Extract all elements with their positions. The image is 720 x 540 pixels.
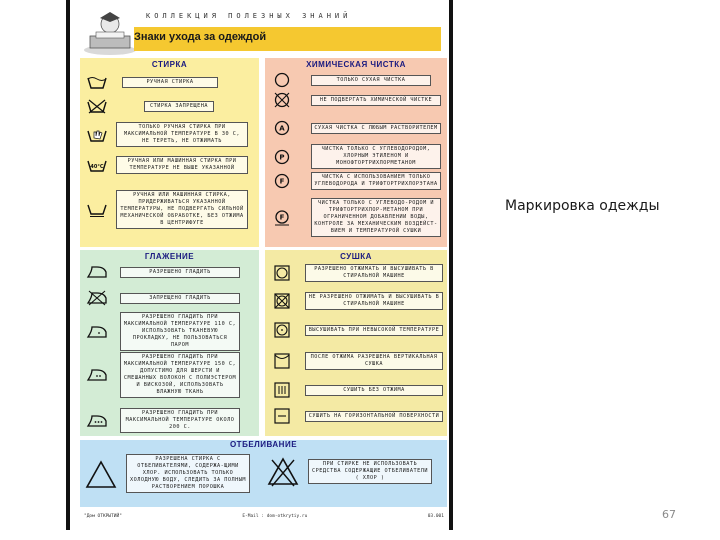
letter-a: A [279,124,285,133]
wash-40-icon [86,157,108,173]
dry-clean-text: ЧИСТКА ТОЛЬКО С УГЛЕВОДОРОДОМ, ХЛОРНЫМ ЭТИЛЕНОМ И МОНОФТОРТРИХЛОРМЕТАНОМ [311,144,441,169]
drying-text: НЕ РАЗРЕШЕНО ОТЖИМАТЬ И ВЫСУШИВАТЬ В СТИРАЛЬНОЙ МАШИНЕ [305,292,443,310]
wash-text: РУЧНАЯ ИЛИ МАШИННАЯ СТИРКА ПРИ ТЕМПЕРАТУРЕ НЕ ВЫШЕ УКАЗАННОЙ [116,156,248,174]
iron-text: РАЗРЕШЕНО ГЛАДИТЬ [120,267,240,278]
page-number: 67 [662,508,676,521]
drying-text: ПОСЛЕ ОТЖИМА РАЗРЕШЕНА ВЕРТИКАЛЬНАЯ СУШКА [305,352,443,370]
ironing-item [86,312,240,351]
temp-label: 40°C [90,164,104,170]
gentle-wash-icon [86,202,108,218]
dry-cleaning-item [271,198,441,237]
wash-prohibited-icon [86,98,108,114]
dry-clean-text: ТОЛЬКО СУХАЯ ЧИСТКА [311,75,431,86]
no-iron-icon [86,290,108,306]
slide-caption: Маркировка одежды [505,198,660,214]
iron-text: РАЗРЕШЕНО ГЛАДИТЬ ПРИ МАКСИМАЛЬНОЙ ТЕМПЕРАТУРЕ ОКОЛО 200 С. [120,408,240,433]
washing-item [86,98,214,114]
ironing-heading: ГЛАЖЕНИЕ [144,252,195,261]
letter-f: F [279,177,285,186]
dry-cleaning-panel [265,58,447,247]
iron-icon [86,264,108,280]
iron-medium-icon [86,367,108,383]
drying-text: СУШИТЬ НА ГОРИЗОНТАЛЬНОЙ ПОВЕРХНОСТИ [305,411,443,422]
drying-item [271,322,443,338]
wash-text: ТОЛЬКО РУЧНАЯ СТИРКА ПРИ МАКСИМАЛЬНОЙ ТЕМПЕРАТУРЕ В 30 С, НЕ ТЕРЕТЬ, НЕ ОТЖИМАТЬ [116,122,248,147]
wash-text: РУЧНАЯ СТИРКА [122,77,218,88]
care-symbols-poster [66,0,453,530]
drying-text: ВЫСУШИВАТЬ ПРИ НЕВЫСОКОЙ ТЕМПЕРАТУРЕ [305,325,443,336]
washing-item [86,74,218,90]
drying-text: РАЗРЕШЕНО ОТЖИМАТЬ И ВЫСУШИВАТЬ В СТИРАЛЬНОЙ МАШИНЕ [305,264,443,282]
bleaching-panel [80,440,447,507]
wash-text: СТИРКА ЗАПРЕЩЕНА [144,101,214,112]
dry-clean-text: ЧИСТКА С ИСПОЛЬЗОВАНИЕМ ТОЛЬКО УГЛЕВОДОРОДА И ТРИФТОРТРИХЛОРЭТАНА [311,172,441,190]
drying-item [271,264,443,282]
bleach-text: РАЗРЕШЕНА СТИРКА С ОТБЕЛИВАТЕЛЯМИ, СОДЕРЖА-ЩИМИ ХЛОР. ИСПОЛЬЗОВАТЬ ТОЛЬКО ХОЛОДНУЮ ВОДУ, СЛЕДИТЬ ЗА ПОЛНЫМ РАСТВОРЕНИЕМ ПОРОШКА [126,454,250,493]
drying-text: СУШИТЬ БЕЗ ОТЖИМА [305,385,443,396]
bleaching-item [266,454,432,488]
no-dry-clean-icon [271,92,293,108]
footer-email: E-Mail : dom-otkrytiy.ru [242,514,308,519]
bleach-text: ПРИ СТИРКЕ НЕ ИСПОЛЬЗОВАТЬ СРЕДСТВА СОДЕРЖАЩИЕ ОТБЕЛИВАТЕЛИ ( ХЛОР ) [308,459,432,484]
iron-low-icon [86,324,108,340]
dry-cleaning-item [271,92,441,108]
hand-wash-icon [86,127,108,143]
dry-clean-circle-icon [271,72,293,88]
dry-clean-p-icon [271,149,293,165]
collection-label: КОЛЛЕКЦИЯ ПОЛЕЗНЫХ ЗНАНИЙ [146,12,352,20]
no-tumble-dry-icon [271,293,293,309]
dry-clean-text: СУХАЯ ЧИСТКА С ЛЮБЫМ РАСТВОРИТЕЛЕМ [311,123,441,134]
dry-cleaning-heading: ХИМИЧЕСКАЯ ЧИСТКА [306,60,406,69]
dry-cleaning-item [271,120,441,136]
ironing-item [86,290,240,306]
washing-item [86,156,248,174]
drying-panel [265,250,447,436]
no-bleach-icon [266,454,300,488]
drying-item [271,292,443,310]
letter-f-gentle: F [279,213,285,221]
dry-clean-f-icon [271,173,293,189]
dry-clean-f-gentle-icon [271,210,293,226]
dry-clean-text: ЧИСТКА ТОЛЬКО С УГЛЕВОДО-РОДОМ И ТРИФТОРТРИХЛОР-МЕТАНОМ ПРИ ОГРАНИЧЕННОМ ДОБАВЛЕНИИ ВОДЫ, КОНТРОЛЕ ЗА МЕХАНИЧЕСКИМ ВОЗДЕЙСТ-ВИЕМ И ТЕМПЕРАТУРОЙ СУШКИ [311,198,441,237]
bleaching-heading: ОТБЕЛИВАНИЕ [229,440,298,449]
drying-item [271,408,443,424]
poster-title: Знаки ухода за одеждой [134,31,267,43]
iron-text: РАЗРЕШЕНО ГЛАДИТЬ ПРИ МАКСИМАЛЬНОЙ ТЕМПЕРАТУРЕ 150 С, ДОПУСТИМО ДЛЯ ШЕРСТИ И СМЕШАННЫХ ВОЛОКОН С ПОЛИЭСТЕРОМ И ВИСКОЗОЙ, ИСПОЛЬЗОВАТЬ ВЛАЖНУЮ ТКАНЬ [120,352,240,398]
wash-text: РУЧНАЯ ИЛИ МАШИННАЯ СТИРКА, ПРИДЕРЖИВАТЬСЯ УКАЗАННОЙ ТЕМПЕРАТУРЫ, НЕ ПОДВЕРГАТЬ СИЛЬНОЙ МЕХАНИЧЕСКОЙ ОБРАБОТКЕ, БЕЗ ОТЖИМА В ЦЕНТРИФУГЕ [116,190,248,229]
flat-dry-icon [271,408,293,424]
dry-cleaning-item [271,72,431,88]
drying-item [271,382,443,398]
washing-item [86,122,248,147]
drip-dry-icon [271,382,293,398]
student-mascot-icon [82,10,138,56]
dry-cleaning-item [271,172,441,190]
iron-text: РАЗРЕШЕНО ГЛАДИТЬ ПРИ МАКСИМАЛЬНОЙ ТЕМПЕРАТУРЕ 110 С, ИСПОЛЬЗОВАТЬ ТКАНЕВУЮ ПРОКЛАДКУ, НЕ ПОЛЬЗОВАТЬСЯ ПАРОМ [120,312,240,351]
poster-footer [84,514,444,519]
iron-text: ЗАПРЕЩЕНО ГЛАДИТЬ [120,293,240,304]
footer-code: 03.001 [427,514,444,519]
drying-heading: СУШКА [340,252,372,261]
ironing-item [86,352,240,398]
ironing-item [86,408,240,433]
wash-tub-icon [86,74,108,90]
washing-item [86,190,248,229]
dry-clean-text: НЕ ПОДВЕРГАТЬ ХИМИЧЕСКОЙ ЧИСТКЕ [311,95,441,106]
washing-heading: СТИРКА [151,60,188,69]
letter-p: P [279,153,285,161]
ironing-item [86,264,240,280]
iron-high-icon [86,413,108,429]
dry-clean-a-icon [271,120,293,136]
drying-item [271,352,443,370]
ironing-panel [80,250,259,436]
bleach-allowed-icon [84,457,118,491]
line-dry-icon [271,353,293,369]
washing-panel [80,58,259,247]
dry-cleaning-item [271,144,441,169]
low-heat-dry-icon [271,322,293,338]
footer-publisher: "Дом ОТКРЫТИЙ" [84,514,122,519]
bleaching-item [84,454,250,493]
tumble-dry-icon [271,265,293,281]
